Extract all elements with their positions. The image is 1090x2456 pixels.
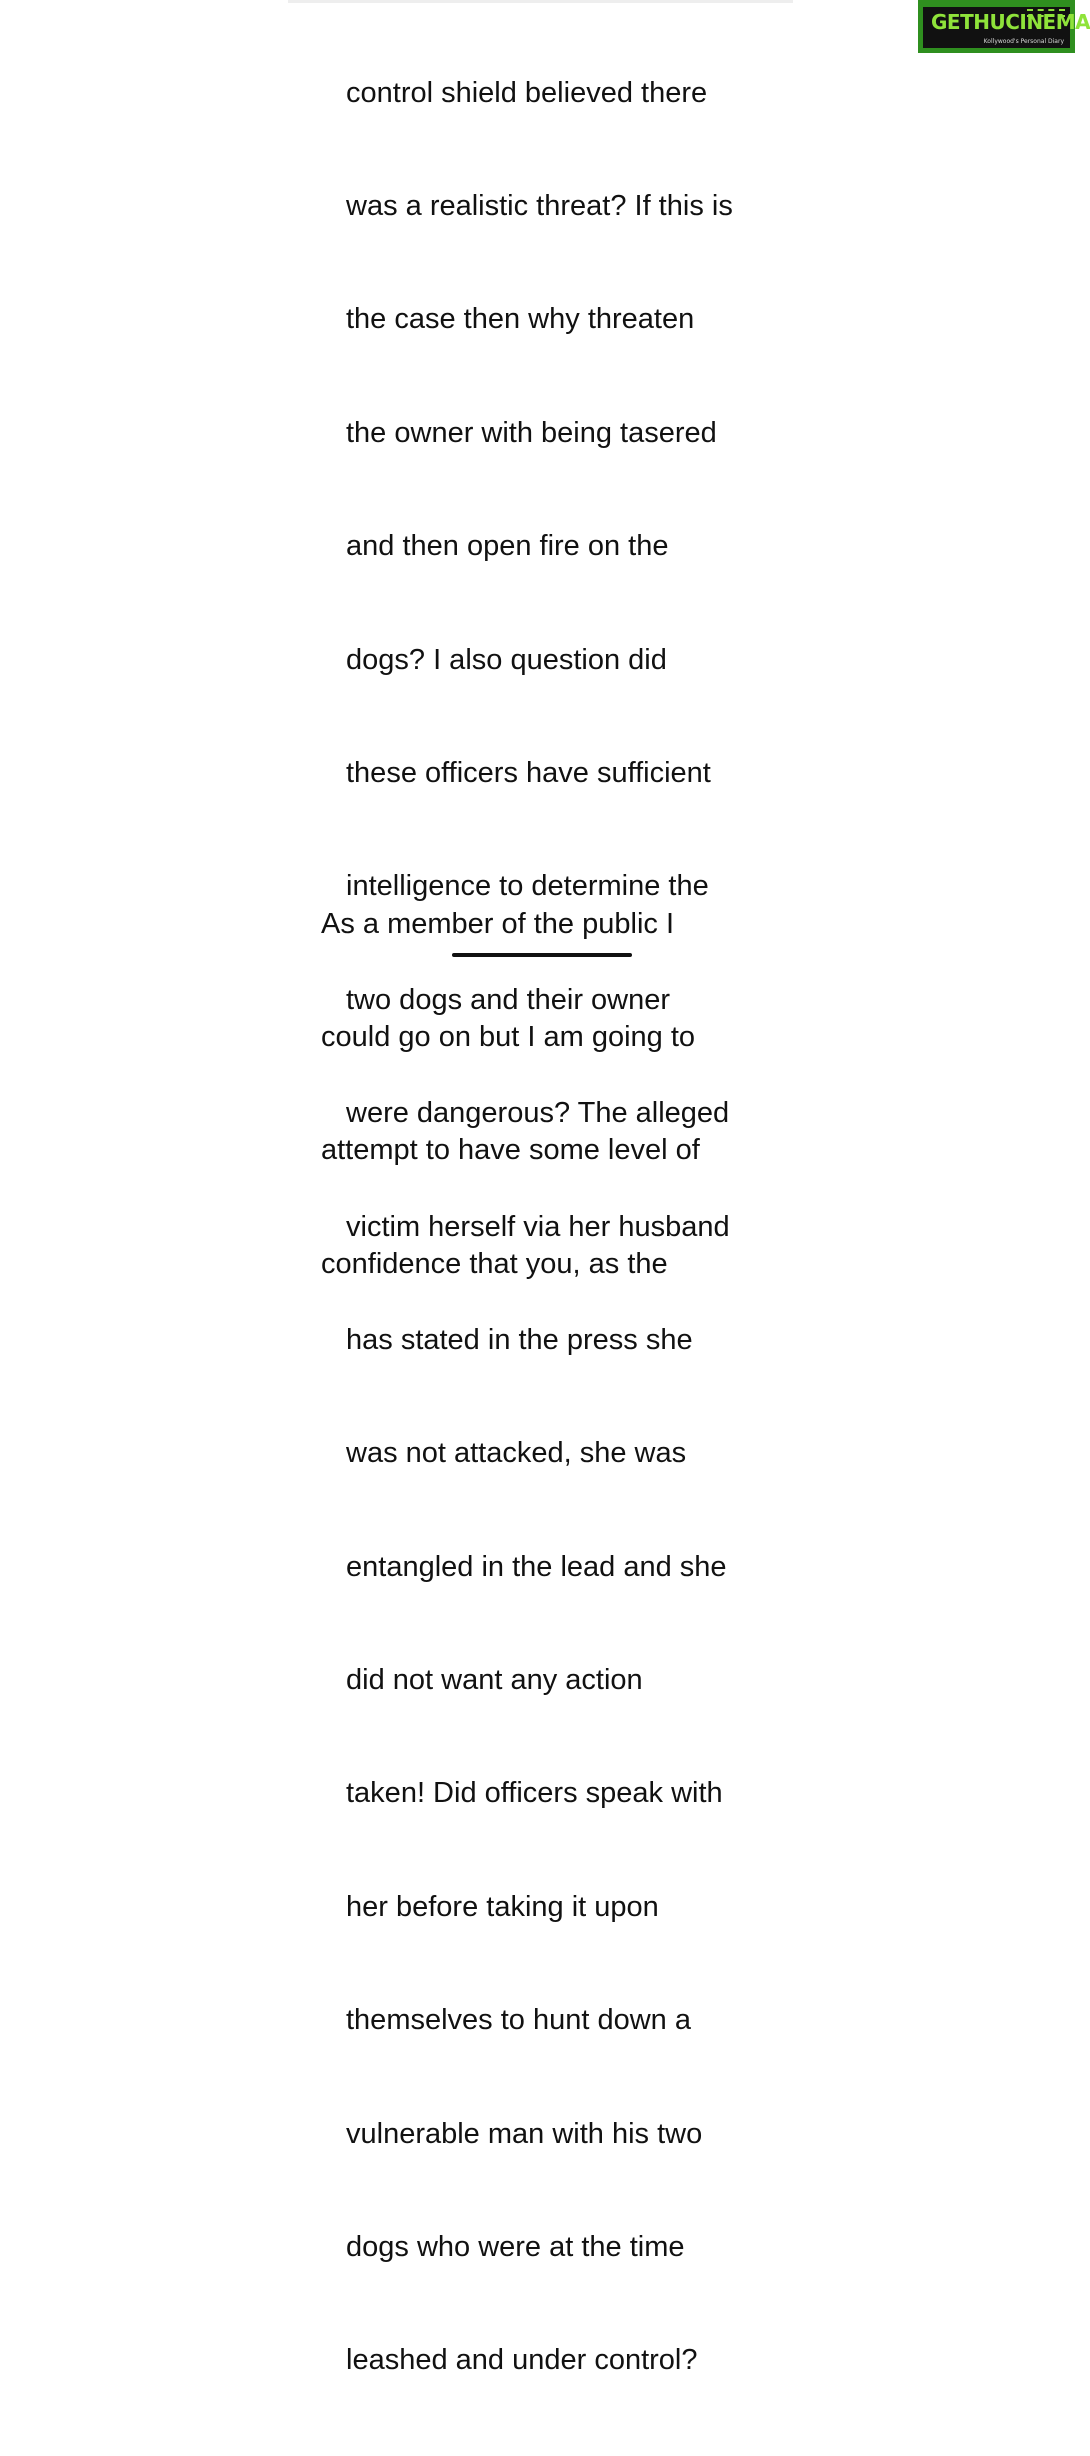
text-line: entangled in the lead and she xyxy=(346,1550,727,1583)
text-line: her before taking it upon xyxy=(346,1890,659,1923)
text-line: themselves to hunt down a xyxy=(346,2004,691,2037)
message-paragraph-2 xyxy=(321,830,700,1359)
text-line: dogs? I also question did xyxy=(346,643,667,676)
text-line: confidence that you, as the xyxy=(321,1247,668,1280)
text-line: were dangerous? The alleged xyxy=(346,1097,730,1130)
watermark-tagline: Kollywood's Personal Diary xyxy=(983,38,1064,45)
watermark-brand xyxy=(931,10,1090,34)
text-line: the owner with being tasered xyxy=(346,416,717,449)
text-line: was a realistic threat? If this is xyxy=(346,189,733,222)
text-line: attempt to have some level of xyxy=(321,1134,700,1167)
text-line: did not want any action xyxy=(346,1664,643,1697)
text-line: control shield believed there xyxy=(346,76,708,109)
text-line: the case then why threaten xyxy=(346,303,695,336)
text-line: and then open fire on the xyxy=(346,530,669,563)
text-line: leashed and under control? xyxy=(346,2344,698,2377)
text-line: has stated in the press she xyxy=(346,1323,693,1356)
text-line: these officers have sufficient xyxy=(346,756,711,789)
text-line: two dogs and their owner xyxy=(346,983,671,1016)
text-line: was not attacked, she was xyxy=(346,1437,687,1470)
text-line: dogs who were at the time xyxy=(346,2231,685,2264)
text-line: As a member of the public I xyxy=(321,907,674,940)
watermark-logo-panel xyxy=(923,7,1090,48)
watermark-logo xyxy=(918,0,1090,53)
text-line: vulnerable man with his two xyxy=(346,2117,703,2150)
text-line: intelligence to determine the xyxy=(346,870,709,903)
text-line: could go on but I am going to xyxy=(321,1020,696,1053)
text-line: victim herself via her husband xyxy=(346,1210,730,1243)
text-line: taken! Did officers speak with xyxy=(346,1777,723,1810)
watermark-brand-right: CINEMA xyxy=(1005,10,1090,34)
pen-strikethrough xyxy=(452,953,632,957)
watermark-brand-left: GETHU xyxy=(931,10,1006,34)
